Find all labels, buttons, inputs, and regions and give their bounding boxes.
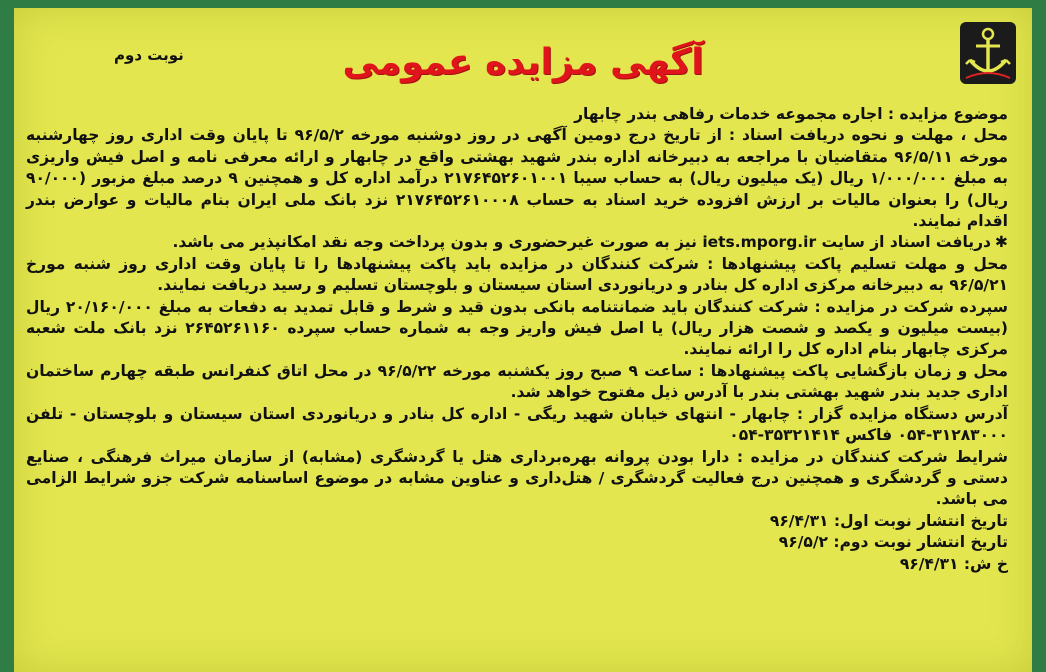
notice-header [14,8,1032,98]
bullet-icon: ✱ [995,233,1008,252]
date-code: خ ش: ۹۶/۴/۳۱ [899,554,1008,573]
notice-paper [14,8,1032,672]
paragraph-opening: محل و زمان بازگشایی پاکت پیشنهادها : ساعت ۹ صبح روز یکشنبه مورخه ۹۶/۵/۲۲ در محل اتاق کنفرانس طبقه چهارم ساختمان اداری جدید بندر شهید بهشتی بندر با آدرس ذیل مفتوح خواهد شد. [26,361,1008,402]
date-first: تاریخ انتشار نوبت اول: ۹۶/۴/۳۱ [769,511,1008,530]
paragraph-address: آدرس دستگاه مزایده گزار : چابهار - انتهای خیابان شهید ریگی - اداره کل بنادر و دریانوردی استان سیستان و بلوچستان - تلفن ۳۱۲۸۳۰۰۰-۰۵۴ فاکس ۳۵۳۲۱۴۱۴-۰۵۴ [26,404,1008,445]
paragraph-deposit: سپرده شرکت در مزایده : شرکت کنندگان باید ضمانتنامه بانکی بدون قید و شرط و قابل تمدید به دفعات به مبلغ ۲۰/۱۶۰/۰۰۰ ریال (بیست میلیون و یکصد و شصت هزار ریال) یا اصل فیش واریز وجه به شماره حساب سپرده ۲۶۴۵۲۶۱۱۶۰ نزد بانک ملت شعبه مرکزی چابهار بنام اداره کل را ارائه نمایند. [26,297,1008,359]
notice-body [26,104,1008,575]
round-label: نوبت دوم [114,46,184,64]
publication-dates [26,511,1008,575]
paragraph-documents: محل ، مهلت و نحوه دریافت اسناد : از تاریخ درج دومین آگهی در روز دوشنبه مورخه ۹۶/۵/۲ تا پایان وقت اداری روز چهارشنبه مورخه ۹۶/۵/۱۱ متقاضیان با مراجعه به دبیرخانه اداره بندر شهید بهشتی واقع در چابهار و ارائه معرفی نامه و اصل فیش واریزی به مبلغ ۱/۰۰۰/۰۰۰ ریال (یک میلیون ریال) به حساب سیبا ۲۱۷۶۴۵۲۶۰۱۰۰۱ درآمد اداره کل و همچنین ۹ درصد مبلغ مزبور (۹۰/۰۰۰ ریال) را بعنوان مالیات بر ارزش افزوده خرید اسناد به حساب ۲۱۷۶۴۵۲۶۱۰۰۰۸ نزد بانک ملی ایران بنام مالیات و عوارض بندر اقدام نمایند. [26,126,1008,231]
date-second: تاریخ انتشار نوبت دوم: ۹۶/۵/۲ [778,533,1008,552]
paragraph-conditions: شرایط شرکت کنندگان در مزایده : دارا بودن پروانه بهره‌برداری هتل یا گردشگری (مشابه) از سازمان میراث فرهنگی ، صنایع دستی و گردشگری و همچنین درج فعالیت گردشگری / هتل‌داری و عناوین مشابه در موضوع اساسنامه شرکت جزو شرایط الزامی می باشد. [26,447,1008,509]
paragraph-online [26,232,1008,253]
paragraph-submission: محل و مهلت تسلیم پاکت پیشنهادها : شرکت کنندگان در مزایده باید پاکت پیشنهادها را تا پایان وقت اداری روز شنبه مورخ ۹۶/۵/۲۱ به دبیرخانه مرکزی اداره کل بنادر و دریانوردی استان سیستان و بلوچستان تسلیم و رسید دریافت نمایند. [26,254,1008,295]
paragraph-subject: موضوع مزایده : اجاره مجموعه خدمات رفاهی بندر چابهار [574,105,1008,123]
paragraph-online-text: دریافت اسناد از سایت iets.mporg.ir نیز به صورت غیرحضوری و بدون پرداخت وجه نقد امکانپذیر می باشد. [172,233,991,252]
notice-title: آگهی مزایده عمومی [342,42,704,83]
